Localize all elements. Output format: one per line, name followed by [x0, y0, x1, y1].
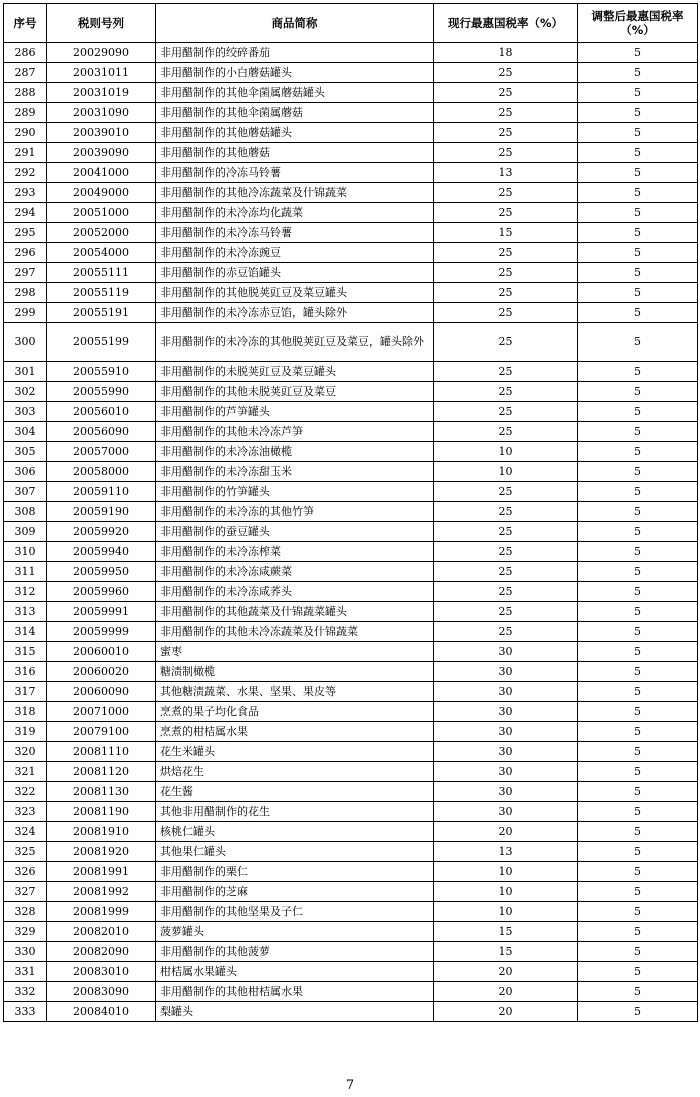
product-name-cell: 非用醋制作的未冷冻马铃薯 [156, 223, 434, 243]
current-rate-cell: 15 [434, 942, 578, 962]
product-name-cell: 柑桔属水果罐头 [156, 962, 434, 982]
product-name-cell: 非用醋制作的其他蔬菜及什锦蔬菜罐头 [156, 602, 434, 622]
tariff-code-cell: 20082010 [47, 922, 156, 942]
table-row [4, 203, 698, 223]
adjusted-rate-cell: 5 [578, 203, 698, 223]
product-name-cell: 非用醋制作的未脱荚豇豆及菜豆罐头 [156, 362, 434, 382]
table-row [4, 922, 698, 942]
product-name-cell: 非用醋制作的小白蘑菇罐头 [156, 63, 434, 83]
current-rate-cell: 25 [434, 502, 578, 522]
tariff-code-cell: 20039010 [47, 123, 156, 143]
serial-cell: 321 [4, 762, 47, 782]
tariff-code-cell: 20059920 [47, 522, 156, 542]
serial-cell: 326 [4, 862, 47, 882]
table-row [4, 462, 698, 482]
serial-cell: 299 [4, 303, 47, 323]
tariff-code-cell: 20071000 [47, 702, 156, 722]
product-name-cell: 核桃仁罐头 [156, 822, 434, 842]
product-name-cell: 非用醋制作的未冷冻咸蕨菜 [156, 562, 434, 582]
adjusted-rate-cell: 5 [578, 283, 698, 303]
header-current-rate: 现行最惠国税率（%） [434, 4, 578, 43]
serial-cell: 313 [4, 602, 47, 622]
tariff-code-cell: 20059190 [47, 502, 156, 522]
serial-cell: 294 [4, 203, 47, 223]
current-rate-cell: 25 [434, 422, 578, 442]
current-rate-cell: 15 [434, 922, 578, 942]
current-rate-cell: 18 [434, 43, 578, 63]
adjusted-rate-cell: 5 [578, 163, 698, 183]
serial-cell: 287 [4, 63, 47, 83]
current-rate-cell: 30 [434, 682, 578, 702]
table-row [4, 562, 698, 582]
product-name-cell: 非用醋制作的未冷冻油橄榄 [156, 442, 434, 462]
product-name-cell: 非用醋制作的赤豆馅罐头 [156, 263, 434, 283]
product-name-cell: 其他非用醋制作的花生 [156, 802, 434, 822]
serial-cell: 306 [4, 462, 47, 482]
product-name-cell: 烹煮的柑桔属水果 [156, 722, 434, 742]
serial-cell: 290 [4, 123, 47, 143]
tariff-code-cell: 20031090 [47, 103, 156, 123]
adjusted-rate-cell: 5 [578, 103, 698, 123]
serial-cell: 303 [4, 402, 47, 422]
serial-cell: 327 [4, 882, 47, 902]
product-name-cell: 非用醋制作的其他蘑菇 [156, 143, 434, 163]
table-header-row [4, 4, 698, 43]
serial-cell: 318 [4, 702, 47, 722]
adjusted-rate-cell: 5 [578, 502, 698, 522]
serial-cell: 323 [4, 802, 47, 822]
table-row [4, 742, 698, 762]
adjusted-rate-cell: 5 [578, 822, 698, 842]
table-row [4, 542, 698, 562]
table-row [4, 862, 698, 882]
tariff-code-cell: 20056090 [47, 422, 156, 442]
serial-cell: 325 [4, 842, 47, 862]
table-row [4, 143, 698, 163]
header-tariff-code: 税则号列 [47, 4, 156, 43]
product-name-cell: 烹煮的果子均化食品 [156, 702, 434, 722]
serial-cell: 286 [4, 43, 47, 63]
current-rate-cell: 25 [434, 103, 578, 123]
table-row [4, 183, 698, 203]
adjusted-rate-cell: 5 [578, 902, 698, 922]
serial-cell: 304 [4, 422, 47, 442]
adjusted-rate-cell: 5 [578, 442, 698, 462]
tariff-code-cell: 20059960 [47, 582, 156, 602]
current-rate-cell: 30 [434, 642, 578, 662]
tariff-code-cell: 20031019 [47, 83, 156, 103]
table-row [4, 123, 698, 143]
product-name-cell: 非用醋制作的冷冻马铃薯 [156, 163, 434, 183]
serial-cell: 300 [4, 323, 47, 362]
current-rate-cell: 20 [434, 822, 578, 842]
product-name-cell: 非用醋制作的栗仁 [156, 862, 434, 882]
serial-cell: 291 [4, 143, 47, 163]
tariff-code-cell: 20052000 [47, 223, 156, 243]
product-name-cell: 非用醋制作的其他蘑菇罐头 [156, 123, 434, 143]
adjusted-rate-cell: 5 [578, 922, 698, 942]
table-row [4, 582, 698, 602]
current-rate-cell: 30 [434, 722, 578, 742]
tariff-code-cell: 20039090 [47, 143, 156, 163]
current-rate-cell: 10 [434, 862, 578, 882]
tariff-code-cell: 20081130 [47, 782, 156, 802]
current-rate-cell: 10 [434, 462, 578, 482]
current-rate-cell: 25 [434, 123, 578, 143]
tariff-table [3, 3, 698, 1022]
adjusted-rate-cell: 5 [578, 982, 698, 1002]
current-rate-cell: 13 [434, 842, 578, 862]
tariff-code-cell: 20083010 [47, 962, 156, 982]
current-rate-cell: 25 [434, 263, 578, 283]
adjusted-rate-cell: 5 [578, 682, 698, 702]
product-name-cell: 其他果仁罐头 [156, 842, 434, 862]
current-rate-cell: 30 [434, 802, 578, 822]
tariff-code-cell: 20059999 [47, 622, 156, 642]
current-rate-cell: 25 [434, 283, 578, 303]
product-name-cell: 非用醋制作的未冷冻咸荞头 [156, 582, 434, 602]
current-rate-cell: 25 [434, 183, 578, 203]
serial-cell: 292 [4, 163, 47, 183]
product-name-cell: 非用醋制作的芝麻 [156, 882, 434, 902]
product-name-cell: 花生酱 [156, 782, 434, 802]
adjusted-rate-cell: 5 [578, 522, 698, 542]
tariff-code-cell: 20081991 [47, 862, 156, 882]
adjusted-rate-cell: 5 [578, 562, 698, 582]
adjusted-rate-cell: 5 [578, 642, 698, 662]
current-rate-cell: 20 [434, 1002, 578, 1022]
adjusted-rate-cell: 5 [578, 962, 698, 982]
adjusted-rate-cell: 5 [578, 223, 698, 243]
current-rate-cell: 30 [434, 782, 578, 802]
product-name-cell: 非用醋制作的其他冷冻蔬菜及什锦蔬菜 [156, 183, 434, 203]
current-rate-cell: 25 [434, 562, 578, 582]
product-name-cell: 非用醋制作的未冷冻榨菜 [156, 542, 434, 562]
serial-cell: 319 [4, 722, 47, 742]
adjusted-rate-cell: 5 [578, 43, 698, 63]
tariff-code-cell: 20029090 [47, 43, 156, 63]
tariff-code-cell: 20060090 [47, 682, 156, 702]
product-name-cell: 非用醋制作的未冷冻甜玉米 [156, 462, 434, 482]
tariff-code-cell: 20082090 [47, 942, 156, 962]
adjusted-rate-cell: 5 [578, 782, 698, 802]
tariff-code-cell: 20081920 [47, 842, 156, 862]
product-name-cell: 非用醋制作的未冷冻均化蔬菜 [156, 203, 434, 223]
tariff-code-cell: 20058000 [47, 462, 156, 482]
adjusted-rate-cell: 5 [578, 542, 698, 562]
adjusted-rate-cell: 5 [578, 323, 698, 362]
adjusted-rate-cell: 5 [578, 303, 698, 323]
tariff-code-cell: 20055191 [47, 303, 156, 323]
tariff-code-cell: 20054000 [47, 243, 156, 263]
adjusted-rate-cell: 5 [578, 742, 698, 762]
table-row [4, 402, 698, 422]
adjusted-rate-cell: 5 [578, 622, 698, 642]
product-name-cell: 非用醋制作的其他坚果及子仁 [156, 902, 434, 922]
current-rate-cell: 10 [434, 882, 578, 902]
adjusted-rate-cell: 5 [578, 582, 698, 602]
serial-cell: 332 [4, 982, 47, 1002]
adjusted-rate-cell: 5 [578, 402, 698, 422]
table-row [4, 782, 698, 802]
product-name-cell: 非用醋制作的绞碎番茄 [156, 43, 434, 63]
adjusted-rate-cell: 5 [578, 762, 698, 782]
serial-cell: 314 [4, 622, 47, 642]
product-name-cell: 非用醋制作的其他柑桔属水果 [156, 982, 434, 1002]
product-name-cell: 非用醋制作的未冷冻豌豆 [156, 243, 434, 263]
table-row [4, 263, 698, 283]
table-row [4, 283, 698, 303]
table-row [4, 982, 698, 1002]
serial-cell: 311 [4, 562, 47, 582]
adjusted-rate-cell: 5 [578, 942, 698, 962]
serial-cell: 328 [4, 902, 47, 922]
current-rate-cell: 30 [434, 702, 578, 722]
serial-cell: 288 [4, 83, 47, 103]
current-rate-cell: 25 [434, 402, 578, 422]
table-row [4, 702, 698, 722]
current-rate-cell: 15 [434, 223, 578, 243]
table-body [4, 43, 698, 1022]
tariff-code-cell: 20081120 [47, 762, 156, 782]
serial-cell: 329 [4, 922, 47, 942]
adjusted-rate-cell: 5 [578, 183, 698, 203]
product-name-cell: 梨罐头 [156, 1002, 434, 1022]
current-rate-cell: 25 [434, 542, 578, 562]
tariff-code-cell: 20081910 [47, 822, 156, 842]
serial-cell: 310 [4, 542, 47, 562]
product-name-cell: 非用醋制作的其他未冷冻蔬菜及什锦蔬菜 [156, 622, 434, 642]
tariff-code-cell: 20059110 [47, 482, 156, 502]
table-row [4, 502, 698, 522]
tariff-code-cell: 20081190 [47, 802, 156, 822]
current-rate-cell: 25 [434, 83, 578, 103]
tariff-code-cell: 20051000 [47, 203, 156, 223]
tariff-code-cell: 20041000 [47, 163, 156, 183]
adjusted-rate-cell: 5 [578, 143, 698, 163]
serial-cell: 297 [4, 263, 47, 283]
product-name-cell: 非用醋制作的未冷冻的其他竹笋 [156, 502, 434, 522]
product-name-cell: 非用醋制作的其他菠萝 [156, 942, 434, 962]
table-row [4, 882, 698, 902]
table-row [4, 303, 698, 323]
tariff-code-cell: 20031011 [47, 63, 156, 83]
serial-cell: 308 [4, 502, 47, 522]
product-name-cell: 糖渍制橄榄 [156, 662, 434, 682]
adjusted-rate-cell: 5 [578, 243, 698, 263]
serial-cell: 296 [4, 243, 47, 263]
serial-cell: 324 [4, 822, 47, 842]
product-name-cell: 菠萝罐头 [156, 922, 434, 942]
current-rate-cell: 13 [434, 163, 578, 183]
tariff-table-container [3, 3, 697, 1022]
tariff-code-cell: 20083090 [47, 982, 156, 1002]
current-rate-cell: 25 [434, 622, 578, 642]
tariff-code-cell: 20060020 [47, 662, 156, 682]
tariff-code-cell: 20055119 [47, 283, 156, 303]
adjusted-rate-cell: 5 [578, 802, 698, 822]
adjusted-rate-cell: 5 [578, 482, 698, 502]
product-name-cell: 烘焙花生 [156, 762, 434, 782]
current-rate-cell: 25 [434, 382, 578, 402]
product-name-cell: 非用醋制作的其他伞菌属蘑菇罐头 [156, 83, 434, 103]
adjusted-rate-cell: 5 [578, 123, 698, 143]
table-row [4, 822, 698, 842]
adjusted-rate-cell: 5 [578, 602, 698, 622]
table-row [4, 622, 698, 642]
page-number: 7 [345, 1078, 355, 1093]
tariff-code-cell: 20049000 [47, 183, 156, 203]
adjusted-rate-cell: 5 [578, 83, 698, 103]
table-row [4, 422, 698, 442]
table-row [4, 522, 698, 542]
serial-cell: 289 [4, 103, 47, 123]
tariff-code-cell: 20081999 [47, 902, 156, 922]
product-name-cell: 蜜枣 [156, 642, 434, 662]
table-row [4, 902, 698, 922]
serial-cell: 330 [4, 942, 47, 962]
serial-cell: 295 [4, 223, 47, 243]
current-rate-cell: 25 [434, 303, 578, 323]
adjusted-rate-cell: 5 [578, 362, 698, 382]
table-row [4, 1002, 698, 1022]
adjusted-rate-cell: 5 [578, 842, 698, 862]
current-rate-cell: 30 [434, 762, 578, 782]
adjusted-rate-cell: 5 [578, 662, 698, 682]
tariff-code-cell: 20059991 [47, 602, 156, 622]
tariff-code-cell: 20081992 [47, 882, 156, 902]
table-row [4, 682, 698, 702]
table-row [4, 382, 698, 402]
tariff-code-cell: 20055910 [47, 362, 156, 382]
serial-cell: 333 [4, 1002, 47, 1022]
current-rate-cell: 25 [434, 63, 578, 83]
tariff-code-cell: 20084010 [47, 1002, 156, 1022]
table-row [4, 762, 698, 782]
current-rate-cell: 25 [434, 143, 578, 163]
adjusted-rate-cell: 5 [578, 63, 698, 83]
serial-cell: 309 [4, 522, 47, 542]
serial-cell: 331 [4, 962, 47, 982]
header-serial: 序号 [4, 4, 47, 43]
serial-cell: 322 [4, 782, 47, 802]
table-row [4, 662, 698, 682]
current-rate-cell: 25 [434, 243, 578, 263]
adjusted-rate-cell: 5 [578, 1002, 698, 1022]
adjusted-rate-cell: 5 [578, 702, 698, 722]
product-name-cell: 非用醋制作的其他未冷冻芦笋 [156, 422, 434, 442]
table-row [4, 942, 698, 962]
table-row [4, 362, 698, 382]
table-row [4, 842, 698, 862]
tariff-code-cell: 20059950 [47, 562, 156, 582]
adjusted-rate-cell: 5 [578, 462, 698, 482]
table-row [4, 43, 698, 63]
header-product-name: 商品简称 [156, 4, 434, 43]
serial-cell: 315 [4, 642, 47, 662]
current-rate-cell: 25 [434, 582, 578, 602]
serial-cell: 301 [4, 362, 47, 382]
serial-cell: 317 [4, 682, 47, 702]
table-row [4, 482, 698, 502]
tariff-code-cell: 20081110 [47, 742, 156, 762]
product-name-cell: 花生米罐头 [156, 742, 434, 762]
serial-cell: 307 [4, 482, 47, 502]
tariff-code-cell: 20055199 [47, 323, 156, 362]
current-rate-cell: 20 [434, 982, 578, 1002]
product-name-cell: 非用醋制作的蚕豆罐头 [156, 522, 434, 542]
serial-cell: 305 [4, 442, 47, 462]
current-rate-cell: 10 [434, 902, 578, 922]
adjusted-rate-cell: 5 [578, 722, 698, 742]
table-row [4, 962, 698, 982]
product-name-cell: 非用醋制作的竹笋罐头 [156, 482, 434, 502]
serial-cell: 298 [4, 283, 47, 303]
table-row [4, 323, 698, 362]
table-row [4, 163, 698, 183]
current-rate-cell: 30 [434, 662, 578, 682]
current-rate-cell: 25 [434, 522, 578, 542]
serial-cell: 293 [4, 183, 47, 203]
product-name-cell: 非用醋制作的芦笋罐头 [156, 402, 434, 422]
adjusted-rate-cell: 5 [578, 263, 698, 283]
table-row [4, 223, 698, 243]
tariff-code-cell: 20057000 [47, 442, 156, 462]
tariff-code-cell: 20056010 [47, 402, 156, 422]
product-name-cell: 其他糖渍蔬菜、水果、坚果、果皮等 [156, 682, 434, 702]
tariff-code-cell: 20060010 [47, 642, 156, 662]
tariff-code-cell: 20055111 [47, 263, 156, 283]
table-row [4, 722, 698, 742]
product-name-cell: 非用醋制作的其他未脱荚豇豆及菜豆 [156, 382, 434, 402]
table-row [4, 83, 698, 103]
product-name-cell: 非用醋制作的未冷冻赤豆馅，罐头除外 [156, 303, 434, 323]
table-row [4, 63, 698, 83]
serial-cell: 302 [4, 382, 47, 402]
current-rate-cell: 25 [434, 203, 578, 223]
table-row [4, 642, 698, 662]
table-row [4, 243, 698, 263]
serial-cell: 316 [4, 662, 47, 682]
adjusted-rate-cell: 5 [578, 382, 698, 402]
current-rate-cell: 25 [434, 323, 578, 362]
tariff-code-cell: 20079100 [47, 722, 156, 742]
adjusted-rate-cell: 5 [578, 862, 698, 882]
table-row [4, 602, 698, 622]
adjusted-rate-cell: 5 [578, 422, 698, 442]
product-name-cell: 非用醋制作的其他脱荚豇豆及菜豆罐头 [156, 283, 434, 303]
header-adjusted-rate: 调整后最惠国税率（%） [578, 4, 698, 43]
current-rate-cell: 10 [434, 442, 578, 462]
table-row [4, 802, 698, 822]
tariff-code-cell: 20059940 [47, 542, 156, 562]
product-name-cell: 非用醋制作的其他伞菌属蘑菇 [156, 103, 434, 123]
serial-cell: 320 [4, 742, 47, 762]
adjusted-rate-cell: 5 [578, 882, 698, 902]
serial-cell: 312 [4, 582, 47, 602]
current-rate-cell: 25 [434, 602, 578, 622]
current-rate-cell: 25 [434, 482, 578, 502]
product-name-cell: 非用醋制作的未冷冻的其他脱荚豇豆及菜豆，罐头除外 [156, 323, 434, 362]
current-rate-cell: 20 [434, 962, 578, 982]
tariff-code-cell: 20055990 [47, 382, 156, 402]
current-rate-cell: 30 [434, 742, 578, 762]
table-row [4, 103, 698, 123]
table-row [4, 442, 698, 462]
current-rate-cell: 25 [434, 362, 578, 382]
